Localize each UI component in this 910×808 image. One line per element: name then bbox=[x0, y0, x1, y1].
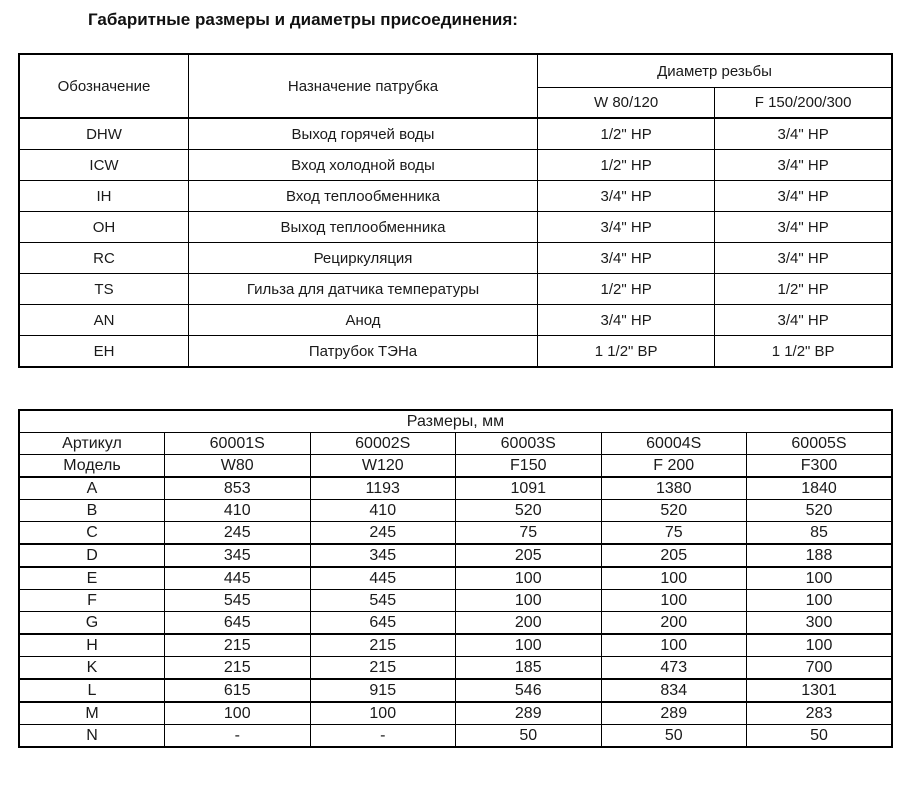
dimension-label: N bbox=[19, 725, 165, 748]
w-thread-cell: 3/4" НР bbox=[538, 243, 715, 274]
w-thread-cell: 1/2" НР bbox=[538, 274, 715, 305]
dimension-label: D bbox=[19, 544, 165, 567]
dimension-value: 520 bbox=[456, 500, 602, 522]
dimension-value: 700 bbox=[747, 657, 893, 680]
dimension-value: 853 bbox=[165, 477, 311, 500]
dimension-value: 200 bbox=[456, 612, 602, 635]
dimension-value: 289 bbox=[456, 702, 602, 725]
dimension-label: F bbox=[19, 590, 165, 612]
dimension-value: 245 bbox=[310, 522, 456, 545]
table-header-row bbox=[19, 54, 892, 88]
model-cell: W80 bbox=[165, 455, 311, 478]
dimension-value: 50 bbox=[456, 725, 602, 748]
model-row bbox=[19, 455, 892, 478]
dimension-label: M bbox=[19, 702, 165, 725]
dimension-value: 100 bbox=[747, 590, 893, 612]
table-header-row bbox=[19, 410, 892, 433]
dimension-label: A bbox=[19, 477, 165, 500]
dimension-value: 1840 bbox=[747, 477, 893, 500]
dimension-value: 100 bbox=[601, 590, 747, 612]
dimension-row bbox=[19, 634, 892, 657]
dimension-value: 410 bbox=[165, 500, 311, 522]
dimension-value: 100 bbox=[601, 567, 747, 590]
dimension-value: 410 bbox=[310, 500, 456, 522]
dimension-value: - bbox=[165, 725, 311, 748]
f-thread-cell: 3/4" НР bbox=[715, 181, 892, 212]
dimension-value: 445 bbox=[310, 567, 456, 590]
dimensions-table bbox=[18, 409, 893, 748]
dimension-value: 100 bbox=[165, 702, 311, 725]
dimension-value: 85 bbox=[747, 522, 893, 545]
dimension-label: H bbox=[19, 634, 165, 657]
dimension-value: 100 bbox=[747, 634, 893, 657]
dimension-value: 245 bbox=[165, 522, 311, 545]
dimension-value: 1193 bbox=[310, 477, 456, 500]
designation-cell: AN bbox=[19, 305, 189, 336]
designation-cell: OH bbox=[19, 212, 189, 243]
designation-cell: RC bbox=[19, 243, 189, 274]
f-thread-cell: 3/4" НР bbox=[715, 305, 892, 336]
dimension-value: 289 bbox=[601, 702, 747, 725]
dimension-row bbox=[19, 522, 892, 545]
dimension-value: 546 bbox=[456, 679, 602, 702]
purpose-cell: Выход горячей воды bbox=[189, 118, 538, 150]
dimension-value: 645 bbox=[165, 612, 311, 635]
purpose-cell: Выход теплообменника bbox=[189, 212, 538, 243]
designation-cell: EH bbox=[19, 336, 189, 368]
model-label: Модель bbox=[19, 455, 165, 478]
w-thread-cell: 1/2" НР bbox=[538, 150, 715, 181]
dimension-value: 545 bbox=[165, 590, 311, 612]
dimension-row bbox=[19, 725, 892, 748]
dimension-label: K bbox=[19, 657, 165, 680]
dimension-value: 520 bbox=[601, 500, 747, 522]
dimension-value: 50 bbox=[747, 725, 893, 748]
dimension-value: 300 bbox=[747, 612, 893, 635]
w-thread-cell: 3/4" НР bbox=[538, 212, 715, 243]
col-header-purpose: Назначение патрубка bbox=[189, 54, 538, 118]
model-cell: W120 bbox=[310, 455, 456, 478]
article-cell: 60003S bbox=[456, 433, 602, 455]
dimension-row bbox=[19, 590, 892, 612]
article-cell: 60001S bbox=[165, 433, 311, 455]
designation-cell: TS bbox=[19, 274, 189, 305]
table-row bbox=[19, 181, 892, 212]
dimension-value: 100 bbox=[456, 590, 602, 612]
dimension-value: 915 bbox=[310, 679, 456, 702]
dimension-value: 215 bbox=[310, 657, 456, 680]
designation-cell: DHW bbox=[19, 118, 189, 150]
dimension-value: 75 bbox=[456, 522, 602, 545]
article-row bbox=[19, 433, 892, 455]
f-thread-cell: 3/4" НР bbox=[715, 212, 892, 243]
table-row bbox=[19, 305, 892, 336]
w-thread-cell: 1/2" НР bbox=[538, 118, 715, 150]
purpose-cell: Вход холодной воды bbox=[189, 150, 538, 181]
table-row bbox=[19, 118, 892, 150]
dimension-value: 1091 bbox=[456, 477, 602, 500]
dimension-value: 215 bbox=[165, 634, 311, 657]
f-thread-cell: 1 1/2" ВР bbox=[715, 336, 892, 368]
dimension-row bbox=[19, 500, 892, 522]
col-header-designation: Обозначение bbox=[19, 54, 189, 118]
w-thread-cell: 3/4" НР bbox=[538, 305, 715, 336]
dimension-value: - bbox=[310, 725, 456, 748]
dimension-value: 205 bbox=[601, 544, 747, 567]
purpose-cell: Гильза для датчика температуры bbox=[189, 274, 538, 305]
dimension-row bbox=[19, 477, 892, 500]
dimension-value: 1380 bbox=[601, 477, 747, 500]
dimension-row bbox=[19, 567, 892, 590]
dimension-row bbox=[19, 544, 892, 567]
table-row bbox=[19, 336, 892, 368]
dimension-label: C bbox=[19, 522, 165, 545]
dimension-value: 283 bbox=[747, 702, 893, 725]
model-cell: F300 bbox=[747, 455, 893, 478]
w-thread-cell: 1 1/2" ВР bbox=[538, 336, 715, 368]
dimensions-table-title: Размеры, мм bbox=[19, 410, 892, 433]
dimension-row bbox=[19, 702, 892, 725]
dimension-value: 185 bbox=[456, 657, 602, 680]
dimension-value: 615 bbox=[165, 679, 311, 702]
dimension-label: B bbox=[19, 500, 165, 522]
article-cell: 60004S bbox=[601, 433, 747, 455]
dimension-value: 834 bbox=[601, 679, 747, 702]
connections-table bbox=[18, 53, 893, 368]
purpose-cell: Вход теплообменника bbox=[189, 181, 538, 212]
dimension-value: 215 bbox=[310, 634, 456, 657]
dimension-value: 205 bbox=[456, 544, 602, 567]
model-cell: F 200 bbox=[601, 455, 747, 478]
dimension-row bbox=[19, 657, 892, 680]
dimension-value: 188 bbox=[747, 544, 893, 567]
dimension-value: 100 bbox=[310, 702, 456, 725]
dimension-value: 1301 bbox=[747, 679, 893, 702]
f-thread-cell: 3/4" НР bbox=[715, 243, 892, 274]
article-label: Артикул bbox=[19, 433, 165, 455]
dimension-value: 100 bbox=[601, 634, 747, 657]
dimension-label: L bbox=[19, 679, 165, 702]
purpose-cell: Патрубок ТЭНа bbox=[189, 336, 538, 368]
table-row bbox=[19, 150, 892, 181]
dimension-value: 345 bbox=[165, 544, 311, 567]
f-thread-cell: 3/4" НР bbox=[715, 118, 892, 150]
dimension-value: 445 bbox=[165, 567, 311, 590]
dimension-value: 645 bbox=[310, 612, 456, 635]
dimension-value: 473 bbox=[601, 657, 747, 680]
f-thread-cell: 1/2" НР bbox=[715, 274, 892, 305]
article-cell: 60002S bbox=[310, 433, 456, 455]
dimension-value: 200 bbox=[601, 612, 747, 635]
dimension-value: 100 bbox=[456, 634, 602, 657]
dimension-value: 215 bbox=[165, 657, 311, 680]
dimension-value: 100 bbox=[456, 567, 602, 590]
w-thread-cell: 3/4" НР bbox=[538, 181, 715, 212]
model-cell: F150 bbox=[456, 455, 602, 478]
dimension-label: G bbox=[19, 612, 165, 635]
dimension-row bbox=[19, 612, 892, 635]
purpose-cell: Анод bbox=[189, 305, 538, 336]
table-row bbox=[19, 243, 892, 274]
dimension-value: 50 bbox=[601, 725, 747, 748]
dimension-value: 520 bbox=[747, 500, 893, 522]
article-cell: 60005S bbox=[747, 433, 893, 455]
purpose-cell: Рециркуляция bbox=[189, 243, 538, 274]
col-header-f-models: F 150/200/300 bbox=[715, 88, 892, 119]
page-title: Габаритные размеры и диаметры присоединения: bbox=[88, 10, 518, 29]
table-row bbox=[19, 274, 892, 305]
col-header-thread-diameter: Диаметр резьбы bbox=[538, 54, 893, 88]
dimension-value: 545 bbox=[310, 590, 456, 612]
designation-cell: IH bbox=[19, 181, 189, 212]
table-row bbox=[19, 212, 892, 243]
dimension-label: E bbox=[19, 567, 165, 590]
designation-cell: ICW bbox=[19, 150, 189, 181]
dimension-row bbox=[19, 679, 892, 702]
dimension-value: 100 bbox=[747, 567, 893, 590]
dimension-value: 345 bbox=[310, 544, 456, 567]
col-header-w-models: W 80/120 bbox=[538, 88, 715, 119]
dimension-value: 75 bbox=[601, 522, 747, 545]
f-thread-cell: 3/4" НР bbox=[715, 150, 892, 181]
